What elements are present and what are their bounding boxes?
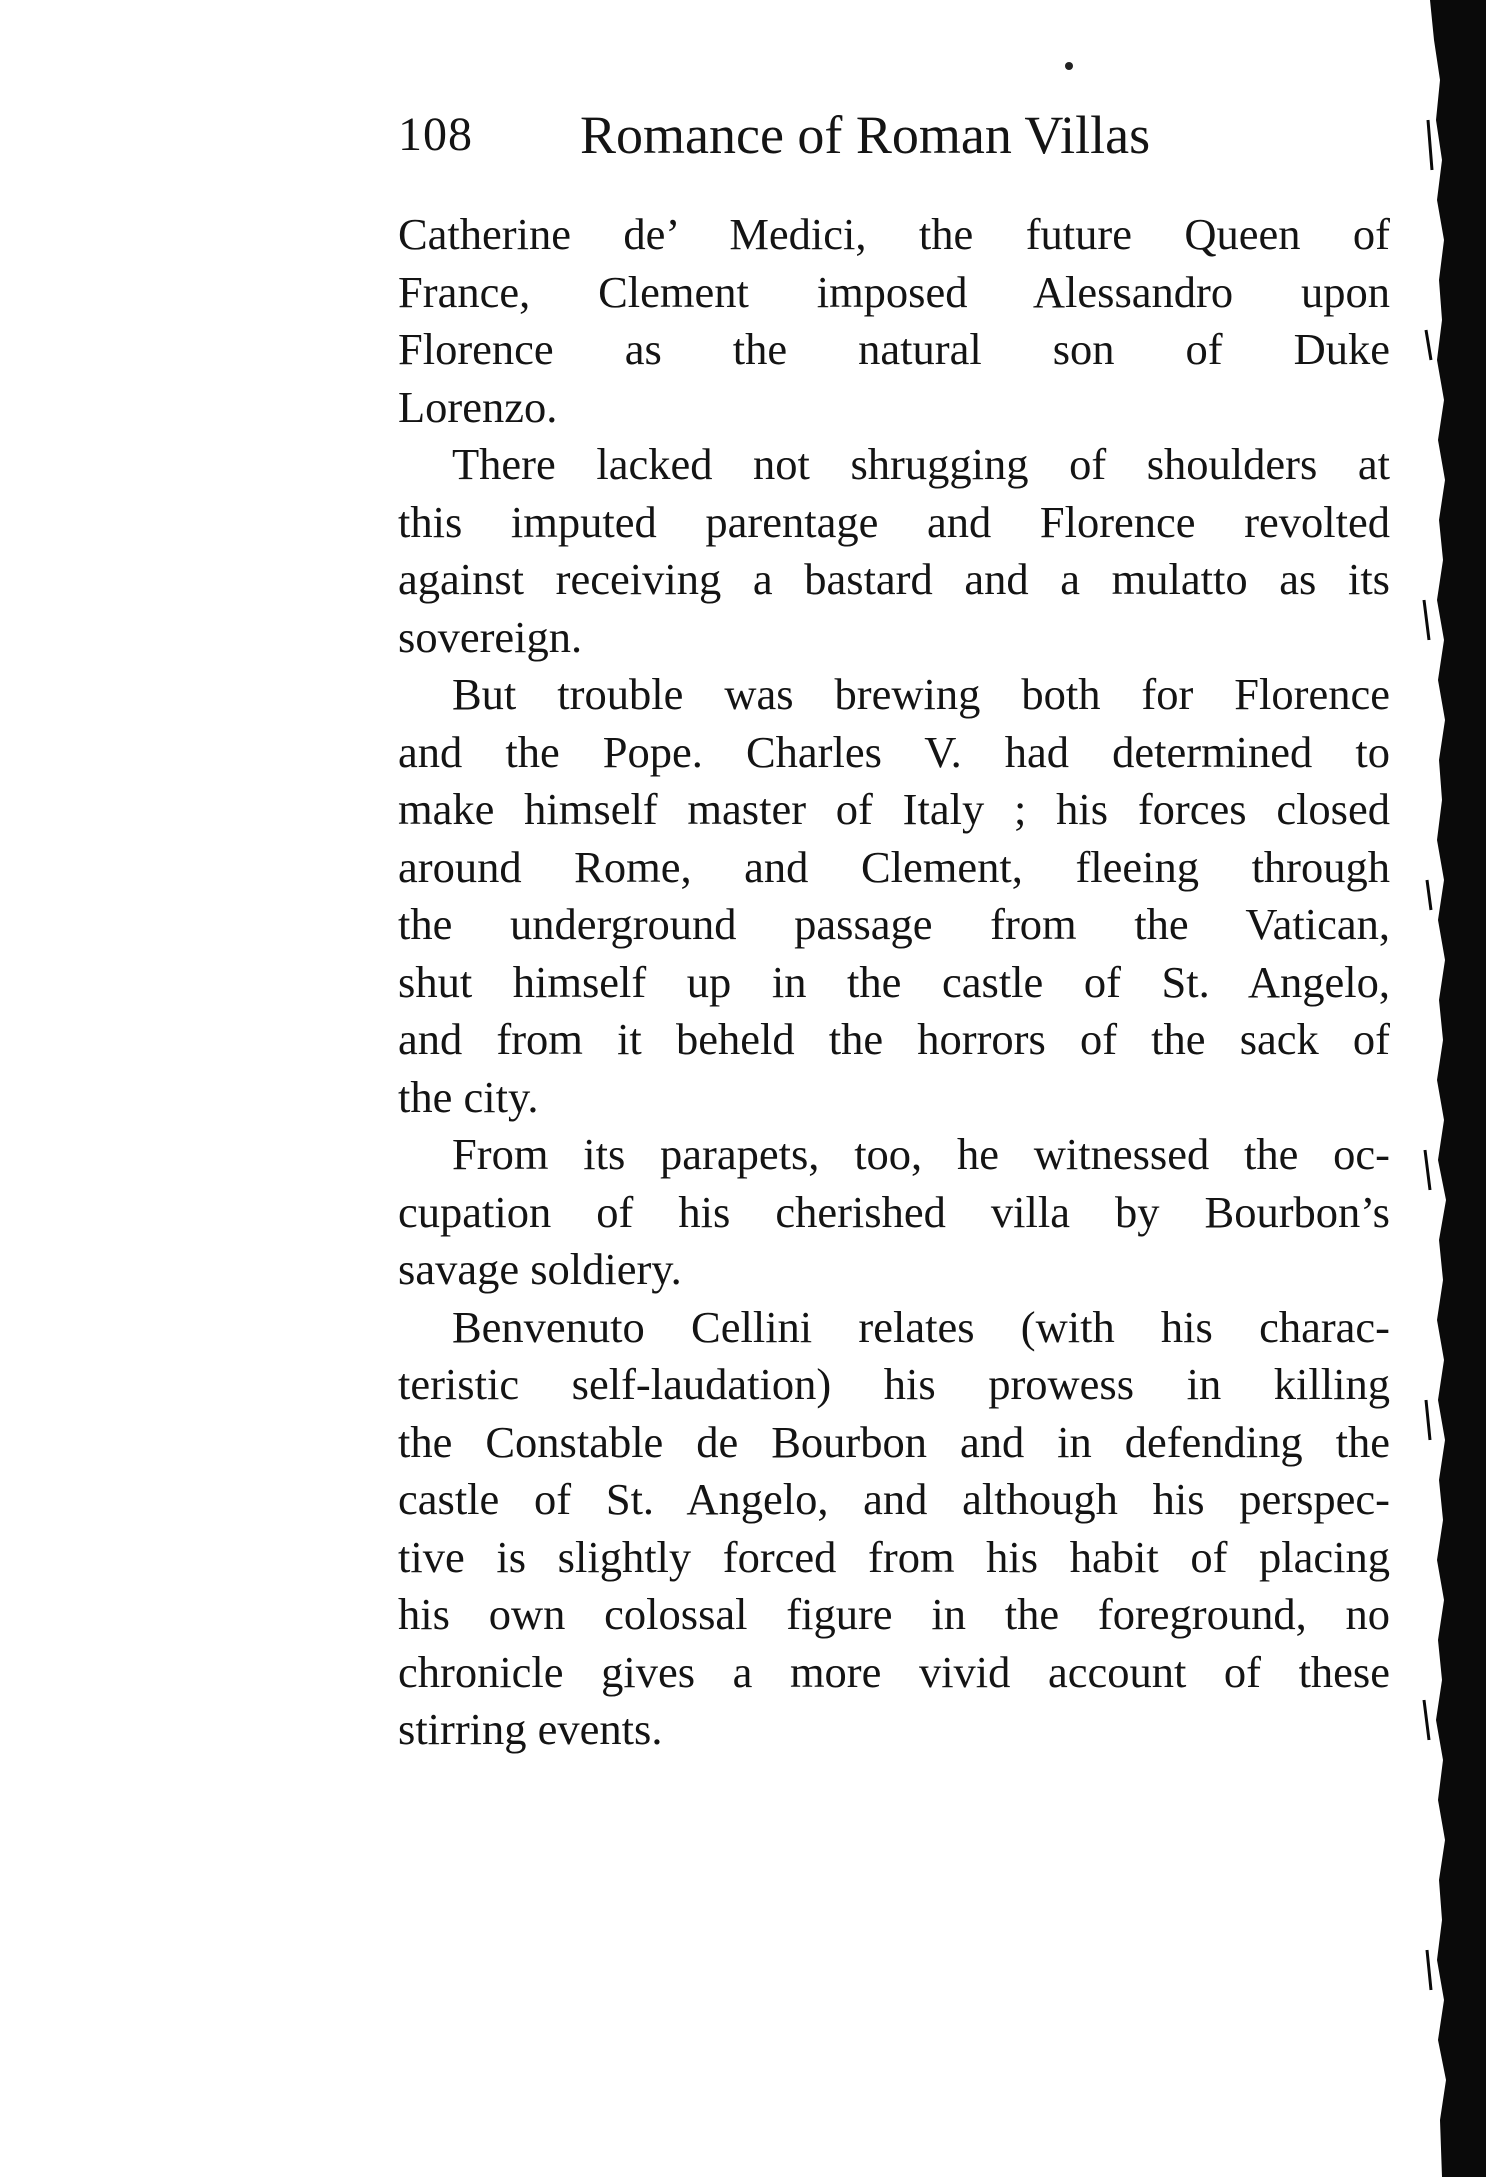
text-line: Benvenuto Cellini relates (with his charac- — [452, 1301, 1390, 1352]
text-line: teristic self-laudation) his prowess in killing — [398, 1359, 1390, 1409]
text-line: There lacked not shrugging of shoulders at — [452, 439, 1390, 489]
binding-shadow-shape — [1430, 0, 1486, 2177]
text-line: the Constable de Bourbon and in defending the — [398, 1416, 1390, 1467]
text-line: sovereign. — [398, 611, 583, 662]
text-line: and from it beheld the horrors of the sack of — [398, 1014, 1390, 1064]
ink-speck — [1065, 62, 1073, 70]
text-line: Lorenzo. — [398, 381, 558, 432]
text-line: France, Clement imposed Alessandro upon — [398, 266, 1390, 317]
text-line: the underground passage from the Vatican, — [398, 899, 1390, 949]
binding-shadow — [1402, 0, 1486, 2177]
text-line: Florence as the natural son of Duke — [398, 324, 1390, 374]
page-header — [398, 100, 1388, 170]
binding-edge-fray — [1424, 120, 1432, 1990]
text-line: make himself master of Italy ; his forces closed — [398, 784, 1390, 834]
running-title: Romance of Roman Villas — [580, 105, 1151, 165]
text-line: chronicle gives a more vivid account of these — [398, 1646, 1390, 1697]
text-line: shut himself up in the castle of St. Angelo, — [398, 956, 1390, 1007]
text-line: against receiving a bastard and a mulatto as its — [398, 554, 1390, 604]
text-line: Catherine de’ Medici, the future Queen of — [398, 209, 1390, 259]
text-line: castle of St. Angelo, and although his perspec- — [398, 1474, 1390, 1524]
text-line: cupation of his cherished villa by Bourbon’s — [398, 1186, 1390, 1237]
text-line: his own colossal figure in the foreground, no — [398, 1589, 1390, 1639]
text-line: and the Pope. Charles V. had determined to — [398, 726, 1390, 777]
page-number: 108 — [398, 108, 473, 161]
text-line: tive is slightly forced from his habit of placing — [398, 1531, 1390, 1582]
text-line: the city. — [398, 1071, 539, 1122]
text-line: savage soldiery. — [398, 1244, 682, 1294]
body-text — [398, 206, 1390, 1759]
text-line: stirring events. — [398, 1704, 663, 1754]
text-line: around Rome, and Clement, fleeing through — [398, 841, 1390, 892]
text-line: But trouble was brewing both for Florence — [452, 669, 1390, 719]
text-line: this imputed parentage and Florence revolted — [398, 496, 1390, 547]
text-line: From its parapets, too, he witnessed the oc- — [452, 1129, 1390, 1179]
